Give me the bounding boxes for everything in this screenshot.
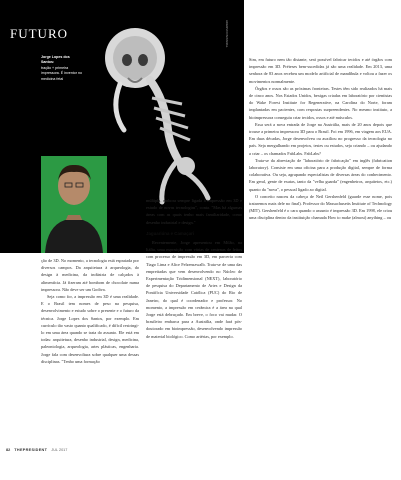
- paragraph: ção de 3D. No momento, a tecnologia está espraiada por diversos campos. Da arquitetura à arqueologia, do design à medicina, da indústria de calçados à alimentícia. Já fizeram até bombom de chocolate numa impressora. Não deve ser um Godiva.: [41, 258, 139, 292]
- paragraph: O conceito nasceu da cabeça de Neil Gershenfeld (guarde esse nome, pois trataremos mais dele no final). Professor do Massachusetts Institute of Technology (MIT). Gershenfeld é o cara quando o assunto é impressão 3D. Em 1998, ele criou uma disciplina dentro da instituição chamada How to make (almost) anything – ou: [249, 193, 392, 221]
- fetal-skeleton-image: [90, 20, 230, 210]
- section-subheading: Jaguariúna e Camaçari: [146, 230, 195, 236]
- paragraph: Essa será a nova entrada de Jorge na Austrália, mais de 20 anos depois que trouxe a primeira impressora 3D para o Brasil. Foi em 1996, em viagem aos EUA. Em duas décadas, Jorge desenvolveu ou auxiliou no progresso da tecnologia no país. Seja mergulhando em projetos, testes ou estudos, seja criando – ou ajudando a criar – os chamados FabLabs. FabLabs?: [249, 121, 392, 156]
- paragraph: Sim, em futuro nem tão distante, será possível fabricar tecidos e até órgãos com impressão em 3D. Préteses bem-sucedidas já são uma realidade. Em 2013, uma senhora de 83 anos recebeu um modelo artificial de mandíbula e voltou a fazer os movimentos normalmente.: [249, 57, 392, 84]
- text-column-right: [249, 56, 392, 222]
- photo-credit: ACERVO PESSOAL: [225, 20, 229, 48]
- portrait-photo: [41, 156, 107, 253]
- paragraph: Trata-se da abreviação de "laboratório de fabricação" em inglês (fabrication laboratory). Consiste em uma oficina para a produção digital, sempre de forma colaborativa. Ou seja, agrupando especialistas de diversas áreas do conhecimento. Em geral, gente de exatas, tanto da "velha guarda" (engenheiros, arquitetos, etc.) quanto da "nova", o pessoal ligado ao digital.: [249, 157, 392, 192]
- paragraph: Órgãos e ossos são as próximas fronteiras. Testes têm sido realizados há mais de cinco anos. Nos Estados Unidos, bexigas criadas em laboratório por cientistas do Wake Forest Institute for Regenerative, na Carolina do Norte, foram implantadas em pacientes, com respostas surpreendentes. No mesmo instituto, a bioimpressora conseguiu criar tecidos, ossos e até músculos.: [249, 85, 392, 120]
- paragraph: Seja como for, a impressão em 3D é uma realidade. E o Brasil tem nomes de peso na pesquisa, desenvolvimento e estudo sobre o presente e o futuro da técnica. Jorge Lopes dos Santos, por exemplo. Em currículo tão vasto quanto qualificado, é difícil restringi-lo em uma área quando se trata do assunto. Ele está em todas: arquitetura, desenho industrial, design, medicina, paleontologia, arqueologia, artes plásticas, engenharia. Jorge fala com desenvoltura sobre qualquer uma dessas disciplinas. "Tenho uma formação: [41, 294, 139, 364]
- caption-title: Jorge Lopes dos Santos:: [41, 55, 70, 65]
- paragraph: Recentemente, Jorge apresentou em Milão, na Itália, uma exposição com várias de centenas de feitos com processo de impressão em 3D, em parceria com Tiago Lima e Alice Felzenszwalb. Trata-se de uma das empreitadas que vem desenvolvendo no Núcleo de Experimentação Tridimensional (NEXT), laboratório de pesquisa do Departamento de Artes e Design da Pontifícia Universidade Católica (PUC) do Rio de Janeiro, do qual é coordenador e professor. No momento, a impressão em cerâmica é a área na qual Jorge está debruçado. Em breve, o foco vai mudar. O brasileiro embarca para a Austrália, onde fará pós-doutorado em bioimpressão, desenvolvendo impressão de material biológico. Como artérias, por exemplo.: [146, 240, 242, 339]
- portrait-figure: [41, 156, 107, 253]
- paragraph: múltipla, embora sempre ligada à impressão em 3D e estudo de novas tecnologias", conta. "Mas há algumas áreas com as quais tenho mais familiaridade, como desenho industrial e design.": [146, 198, 242, 225]
- caption-text: tração + primeira impressora. É inventor no medicina fetal: [41, 65, 82, 81]
- page-footer: [6, 448, 67, 452]
- magazine-brand: THEPRESIDENT: [14, 448, 48, 452]
- text-column-middle: [146, 197, 242, 340]
- issue-date: JUL 2017: [51, 448, 68, 452]
- page-number: 82: [6, 448, 11, 452]
- text-column-left: [41, 257, 139, 365]
- photo-caption: [41, 55, 83, 82]
- section-label: FUTURO: [10, 26, 69, 41]
